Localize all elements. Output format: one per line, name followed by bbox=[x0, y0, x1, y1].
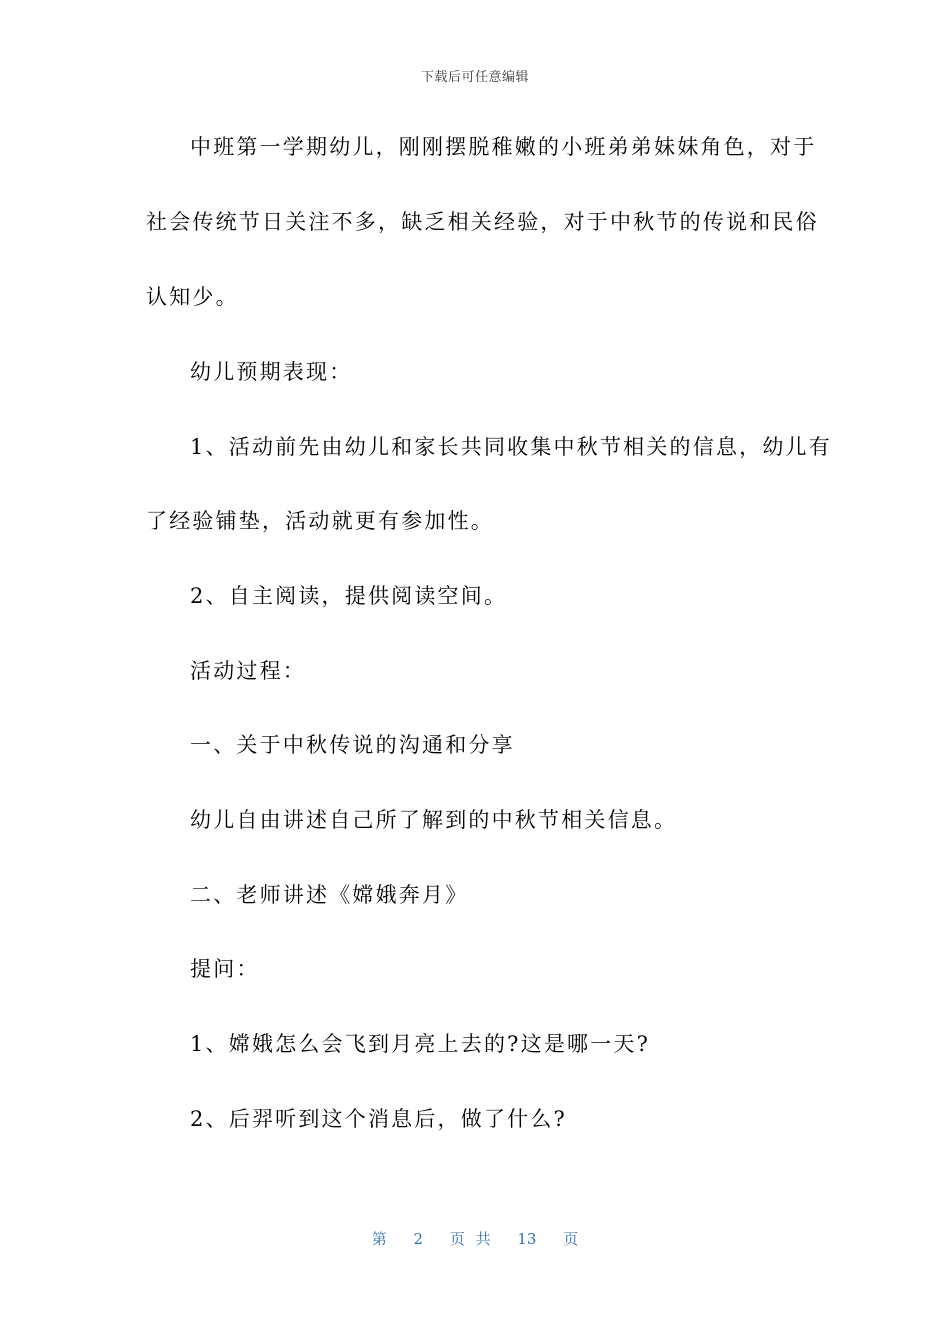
question-line: 1、嫦娥怎么会飞到月亮上去的?这是哪一天? bbox=[190, 1032, 651, 1056]
paragraph-line: 认知少。 bbox=[146, 285, 239, 309]
question-line: 2、后羿听到这个消息后，做了什么? bbox=[190, 1107, 568, 1131]
footer-middle: 页 共 bbox=[449, 1230, 491, 1248]
paragraph-line: 1、活动前先由幼儿和家长共同收集中秋节相关的信息，幼儿有 bbox=[190, 435, 832, 459]
paragraph-line: 2、自主阅读，提供阅读空间。 bbox=[190, 584, 508, 608]
section-heading: 幼儿预期表现： bbox=[190, 360, 353, 384]
paragraph-line: 了经验铺垫，活动就更有参加性。 bbox=[146, 509, 494, 533]
subsection-heading: 一、关于中秋传说的沟通和分享 bbox=[190, 733, 515, 757]
section-heading: 活动过程： bbox=[190, 659, 306, 683]
paragraph-line: 中班第一学期幼儿，刚刚摆脱稚嫩的小班弟弟妹妹角色，对于 bbox=[190, 135, 817, 159]
footer-total-pages: 13 bbox=[517, 1230, 537, 1248]
paragraph-line: 提问： bbox=[190, 957, 260, 981]
subsection-heading: 二、老师讲述《嫦娥奔月》 bbox=[190, 883, 469, 907]
footer-current-page: 2 bbox=[413, 1230, 424, 1248]
footer-prefix: 第 bbox=[371, 1230, 387, 1248]
page-footer bbox=[0, 1228, 950, 1249]
paragraph-line: 幼儿自由讲述自己所了解到的中秋节相关信息。 bbox=[190, 808, 678, 832]
paragraph-line: 社会传统节日关注不多，缺乏相关经验，对于中秋节的传说和民俗 bbox=[146, 210, 819, 234]
footer-suffix: 页 bbox=[563, 1230, 579, 1248]
header-note: 下载后可任意编辑 bbox=[420, 70, 529, 85]
